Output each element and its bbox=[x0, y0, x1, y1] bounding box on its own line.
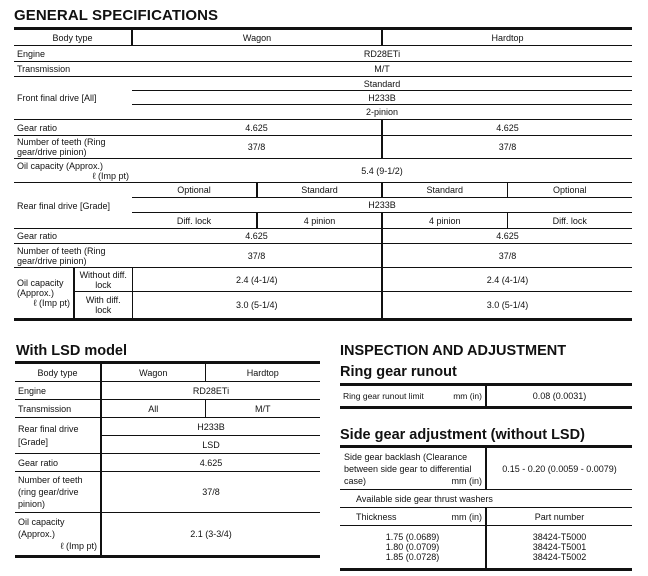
lsd-header-hardtop: Hardtop bbox=[205, 363, 320, 382]
runout-unit: mm (in) bbox=[453, 391, 482, 401]
rear-grade-hardtop-optional: Optional bbox=[507, 183, 632, 198]
front-oil-value: 5.4 (9-1/2) bbox=[132, 159, 632, 183]
rear-oil-unit: ℓ (Imp pt) bbox=[33, 298, 70, 308]
transmission-label: Transmission bbox=[14, 62, 132, 77]
rear-oil-label-text: Oil capacity (Approx.) bbox=[17, 278, 64, 298]
lsd-transmission-wagon: All bbox=[101, 400, 205, 418]
lsd-rear-final-drive-type: LSD bbox=[101, 436, 320, 454]
rear-type-wagon-4pinion: 4 pinion bbox=[257, 213, 382, 229]
ring-gear-runout-table bbox=[340, 383, 632, 409]
washer-thickness-list bbox=[340, 526, 486, 570]
lsd-rear-final-drive-model: H233B bbox=[101, 418, 320, 436]
lsd-gear-ratio-label: Gear ratio bbox=[15, 454, 101, 472]
front-teeth-label: Number of teeth (Ring gear/drive pinion) bbox=[14, 136, 132, 159]
rear-oil-without-wagon: 2.4 (4-1/4) bbox=[132, 268, 382, 292]
rear-grade-wagon-standard: Standard bbox=[257, 183, 382, 198]
rear-oil-with-label: With diff. lock bbox=[74, 292, 132, 320]
thickness-header: Thickness bbox=[356, 511, 397, 522]
lsd-oil-label-text: Oil capacity (Approx.) bbox=[18, 517, 65, 539]
lsd-transmission-label: Transmission bbox=[15, 400, 101, 418]
front-oil-label bbox=[14, 159, 132, 183]
rear-type-wagon-difflock: Diff. lock bbox=[132, 213, 257, 229]
front-teeth-hardtop: 37/8 bbox=[382, 136, 632, 159]
washers-label: Available side gear thrust washers bbox=[340, 490, 632, 508]
lsd-oil-unit: ℓ (Imp pt) bbox=[60, 541, 97, 551]
front-gear-ratio-label: Gear ratio bbox=[14, 120, 132, 136]
lsd-model-title: With LSD model bbox=[16, 343, 128, 359]
washer-part-2: 38424-T5002 bbox=[532, 552, 587, 562]
rear-oil-with-wagon: 3.0 (5-1/4) bbox=[132, 292, 382, 320]
header-body-type: Body type bbox=[14, 29, 132, 46]
lsd-header-wagon: Wagon bbox=[101, 363, 205, 382]
rear-oil-without-hardtop: 2.4 (4-1/4) bbox=[382, 268, 632, 292]
front-teeth-wagon: 37/8 bbox=[132, 136, 382, 159]
lsd-header-body-type: Body type bbox=[15, 363, 101, 382]
header-wagon: Wagon bbox=[132, 29, 382, 46]
front-final-drive-label: Front final drive [All] bbox=[14, 77, 132, 120]
header-hardtop: Hardtop bbox=[382, 29, 632, 46]
lsd-engine-label: Engine bbox=[15, 382, 101, 400]
backlash-label: Side gear backlash (Clearance between side gear to differential case) bbox=[344, 451, 472, 486]
transmission-value: M/T bbox=[132, 62, 632, 77]
lsd-teeth-value: 37/8 bbox=[101, 472, 320, 513]
rear-oil-label bbox=[14, 268, 74, 320]
rear-final-drive-label: Rear final drive [Grade] bbox=[14, 183, 132, 229]
lsd-oil-label bbox=[15, 513, 101, 557]
front-oil-unit: ℓ (Imp pt) bbox=[92, 170, 129, 181]
lsd-engine-value: RD28ETi bbox=[101, 382, 320, 400]
side-gear-table bbox=[340, 445, 632, 571]
washer-thickness-1: 1.80 (0.0709) bbox=[385, 542, 440, 552]
front-gear-ratio-hardtop: 4.625 bbox=[382, 120, 632, 136]
ring-gear-runout-title: Ring gear runout bbox=[340, 364, 457, 380]
front-final-drive-grade: Standard bbox=[132, 77, 632, 91]
lsd-rear-final-drive-label: Rear final drive [Grade] bbox=[15, 418, 101, 454]
runout-label-cell bbox=[340, 385, 486, 408]
rear-gear-ratio-label: Gear ratio bbox=[14, 229, 132, 244]
general-specifications-table bbox=[14, 27, 632, 321]
washer-part-list bbox=[486, 526, 632, 570]
rear-gear-ratio-wagon: 4.625 bbox=[132, 229, 382, 244]
rear-grade-hardtop-standard: Standard bbox=[382, 183, 507, 198]
lsd-model-table bbox=[15, 361, 320, 558]
front-gear-ratio-wagon: 4.625 bbox=[132, 120, 382, 136]
rear-teeth-hardtop: 37/8 bbox=[382, 244, 632, 268]
washer-part-1: 38424-T5001 bbox=[532, 542, 587, 552]
front-final-drive-type: 2-pinion bbox=[132, 105, 632, 120]
front-oil-label-text: Oil capacity (Approx.) bbox=[17, 160, 104, 171]
rear-type-hardtop-4pinion: 4 pinion bbox=[382, 213, 507, 229]
backlash-label-cell bbox=[340, 447, 486, 490]
rear-grade-wagon-optional: Optional bbox=[132, 183, 257, 198]
lsd-oil-value: 2.1 (3-3/4) bbox=[101, 513, 320, 557]
runout-value: 0.08 (0.0031) bbox=[486, 385, 632, 408]
rear-final-drive-model: H233B bbox=[132, 198, 632, 213]
part-number-header: Part number bbox=[486, 508, 632, 526]
engine-label: Engine bbox=[14, 46, 132, 62]
washer-thickness-0: 1.75 (0.0689) bbox=[385, 532, 440, 542]
engine-value: RD28ETi bbox=[132, 46, 632, 62]
thickness-header-cell bbox=[340, 508, 486, 526]
side-gear-adjustment-title: Side gear adjustment (without LSD) bbox=[340, 427, 585, 443]
inspection-title: INSPECTION AND ADJUSTMENT bbox=[340, 343, 567, 359]
rear-oil-without-label: Without diff. lock bbox=[74, 268, 132, 292]
backlash-unit: mm (in) bbox=[451, 475, 482, 486]
washer-thickness-2: 1.85 (0.0728) bbox=[385, 552, 440, 562]
lsd-transmission-hardtop: M/T bbox=[205, 400, 320, 418]
front-final-drive-model: H233B bbox=[132, 91, 632, 105]
washer-part-0: 38424-T5000 bbox=[532, 532, 587, 542]
rear-teeth-label: Number of teeth (Ring gear/drive pinion) bbox=[14, 244, 132, 268]
lsd-teeth-label: Number of teeth (ring gear/drive pinion) bbox=[15, 472, 101, 513]
general-specifications-title: GENERAL SPECIFICATIONS bbox=[14, 7, 219, 24]
rear-type-hardtop-difflock: Diff. lock bbox=[507, 213, 632, 229]
rear-teeth-wagon: 37/8 bbox=[132, 244, 382, 268]
rear-oil-with-hardtop: 3.0 (5-1/4) bbox=[382, 292, 632, 320]
lsd-gear-ratio-value: 4.625 bbox=[101, 454, 320, 472]
thickness-unit: mm (in) bbox=[451, 511, 482, 522]
rear-gear-ratio-hardtop: 4.625 bbox=[382, 229, 632, 244]
runout-label: Ring gear runout limit bbox=[343, 391, 424, 401]
backlash-value: 0.15 - 0.20 (0.0059 - 0.0079) bbox=[486, 447, 632, 490]
